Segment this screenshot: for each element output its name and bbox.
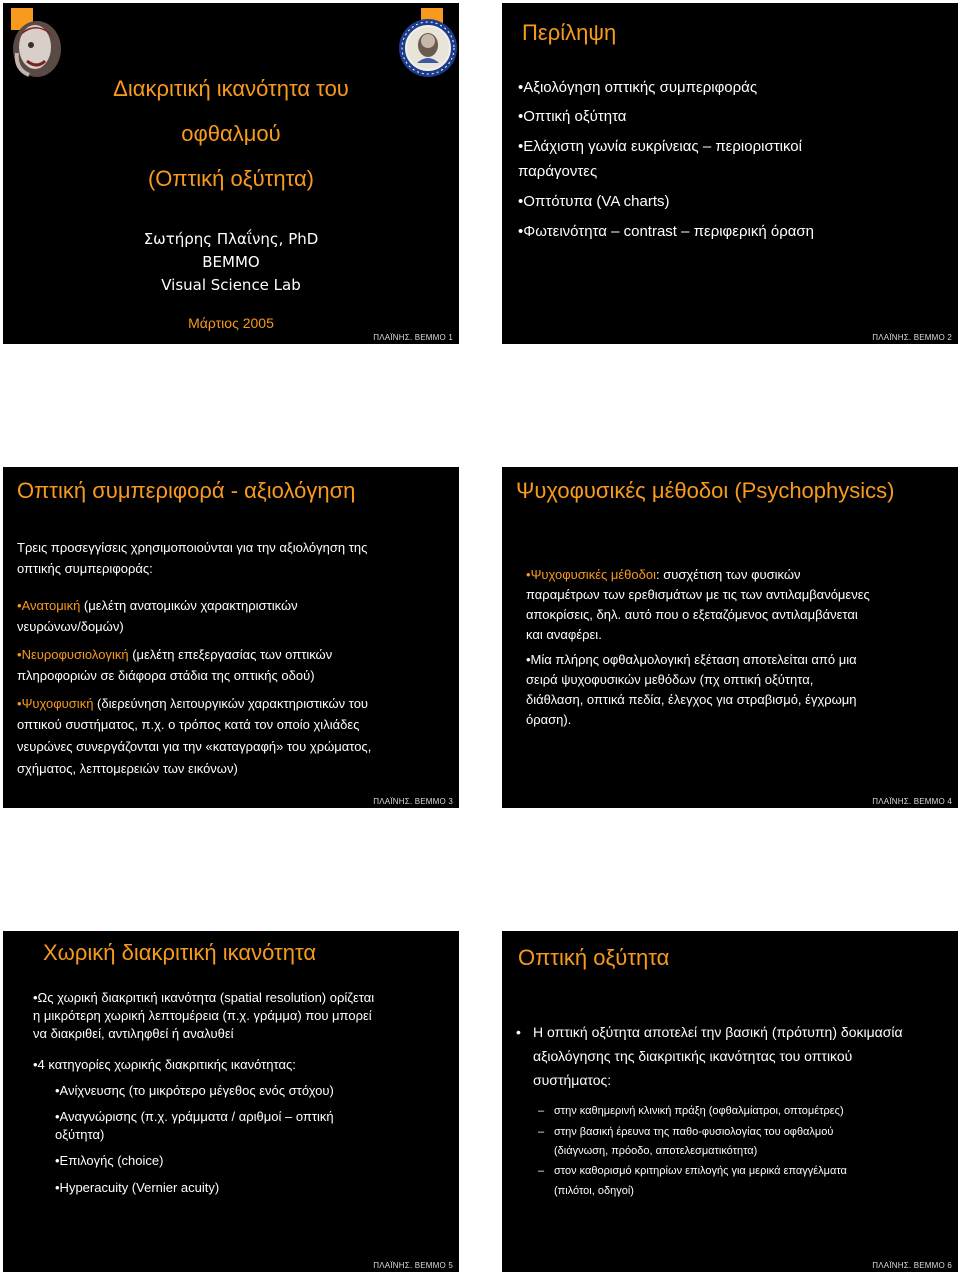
slide5-sub-2-l2: οξύτητα) bbox=[55, 1127, 105, 1142]
slide5-title: Χωρική διακριτική ικανότητα bbox=[43, 940, 317, 965]
slide2-item-3-cont: παράγοντες bbox=[518, 163, 598, 180]
slide4-b2-l4: όραση). bbox=[526, 712, 572, 727]
slide5-b1-l1: •Ως χωρική διακριτική ικανότητα (spatial resolution) ορίζεται bbox=[33, 990, 375, 1005]
slide3-neuro-desc: (μελέτη επεξεργασίας των οπτικών bbox=[128, 647, 333, 662]
slide5-sub-2-l1: •Αναγνώρισης (π.χ. γράμματα / αριθμοί – οπτική bbox=[55, 1109, 334, 1124]
slide2-item-4: •Οπτότυπα (VA charts) bbox=[518, 193, 670, 210]
slide6-bullet: • bbox=[516, 1024, 521, 1040]
slide3-psycho-term: •Ψυχοφυσική bbox=[17, 696, 94, 711]
slide2-item-5: •Φωτεινότητα – contrast – περιφερική όραση bbox=[518, 223, 814, 240]
slide3-footer: ΠΛΑΪΝΗΣ. ΒΕΜΜΟ 3 bbox=[373, 797, 453, 806]
slide4-b2-l2: σειρά ψυχοφυσικών μεθόδων (πχ οπτική οξύτητα, bbox=[526, 672, 814, 687]
slide3-anatomy-term: •Ανατομική bbox=[17, 598, 81, 613]
slide5-footer: ΠΛΑΪΝΗΣ. ΒΕΜΜΟ 5 bbox=[373, 1261, 453, 1270]
slide3-intro-l1: Τρεις προσεγγίσεις χρησιμοποιούνται για την αξιολόγηση της bbox=[17, 540, 368, 555]
slide5-sub-4: •Hyperacuity (Vernier acuity) bbox=[55, 1180, 220, 1195]
slide4-b1-l4: και αναφέρει. bbox=[526, 627, 602, 642]
slide4-b1-l3: αποκρίσεις, δηλ. αυτό που ο εξεταζόμενος αντιλαμβάνεται bbox=[526, 607, 858, 622]
slide-2 bbox=[502, 3, 958, 344]
slide6-dash-3: – bbox=[538, 1165, 545, 1177]
slide3-psycho-l2: οπτικού συστήματος, π.χ. ο τρόπος κατά τον οποίο χιλιάδες bbox=[17, 717, 360, 732]
slide-3 bbox=[3, 467, 459, 808]
slide3-anatomy-desc: (μελέτη ανατομικών χαρακτηριστικών bbox=[80, 598, 298, 613]
slide3-neuro-l2: πληροφοριών σε διάφορα στάδια της οπτικής οδού) bbox=[17, 668, 315, 683]
slide5-sub-3: •Επιλογής (choice) bbox=[55, 1153, 164, 1168]
slide4-b1-l1 bbox=[526, 565, 801, 585]
slide3-title: Οπτική συμπεριφορά - αξιολόγηση bbox=[17, 478, 356, 503]
slide5-sub-1: •Ανίχνευσης (το μικρότερο μέγεθος ενός στόχου) bbox=[55, 1083, 334, 1098]
slide-6 bbox=[502, 931, 958, 1272]
slide4-term: •Ψυχοφυσικές μέθοδοι bbox=[526, 567, 656, 582]
slide3-anatomy-l1 bbox=[17, 596, 298, 616]
slide3-psycho-l4: σχήματος, λεπτομερειών των εικόνων) bbox=[17, 761, 238, 776]
slide6-b-l2: αξιολόγησης της διακριτικής ικανότητας του οπτικού bbox=[533, 1048, 853, 1064]
slide6-d1: στην καθημερινή κλινική πράξη (οφθαλμίατροι, οπτομέτρες) bbox=[554, 1105, 844, 1117]
slide1-author: Σωτήρης Πλαΐνης, PhD bbox=[143, 230, 319, 248]
slide6-b-l1: Η οπτική οξύτητα αποτελεί την βασική (πρότυπη) δοκιμασία bbox=[533, 1024, 903, 1040]
slide6-dash-2: – bbox=[538, 1126, 545, 1138]
university-seal-icon bbox=[397, 17, 459, 84]
slide2-title: Περίληψη bbox=[522, 20, 617, 45]
slide2-item-2: •Οπτική οξύτητα bbox=[518, 108, 627, 125]
slide5-b2: •4 κατηγορίες χωρικής διακριτικής ικανότητας: bbox=[33, 1057, 296, 1072]
slide6-title: Οπτική οξύτητα bbox=[518, 945, 670, 970]
slide4-b2-l1: •Μία πλήρης οφθαλμολογική εξέταση αποτελείται από μια bbox=[526, 652, 857, 667]
slide6-d2-l1: στην βασική έρευνα της παθο-φυσιολογίας του οφθαλμού bbox=[554, 1126, 834, 1138]
slide4-b1-l2: παραμέτρων των ερεθισμάτων με τις των αντιλαμβανόμενες bbox=[526, 587, 870, 602]
slide3-neuro-term: •Νευροφυσιολογική bbox=[17, 647, 129, 662]
slide6-d3-l2: (πιλότοι, οδηγοί) bbox=[554, 1185, 634, 1197]
slide2-footer: ΠΛΑΪΝΗΣ. ΒΕΜΜΟ 2 bbox=[872, 333, 952, 342]
slide2-item-3: •Ελάχιστη γωνία ευκρίνειας – περιοριστικοί bbox=[518, 138, 802, 155]
slide1-lab: Visual Science Lab bbox=[161, 276, 301, 294]
slide1-title-line3: (Οπτική οξύτητα) bbox=[147, 166, 314, 191]
slide4-title: Ψυχοφυσικές μέθοδοι (Psychophysics) bbox=[516, 478, 895, 503]
slide1-title-line1: Διακριτική ικανότητα του bbox=[113, 76, 349, 101]
slide5-b1-l3: να διακριθεί, αντιληφθεί ή αναλυθεί bbox=[33, 1026, 234, 1041]
slide6-footer: ΠΛΑΪΝΗΣ. ΒΕΜΜΟ 6 bbox=[872, 1261, 952, 1270]
slide6-d2-l2: (διάγνωση, πρόοδο, αποτελεσματικότητα) bbox=[554, 1145, 758, 1157]
slide4-b2-l3: διάθλαση, οπτικά πεδία, έλεγχος για στραβισμό, έγχρωμη bbox=[526, 692, 857, 707]
slide3-neuro-l1 bbox=[17, 645, 332, 665]
slide3-anatomy-l2: νευρώνων/δομών) bbox=[17, 619, 124, 634]
slide4-b1-desc: : συσχέτιση των φυσικών bbox=[655, 567, 801, 582]
slide-4 bbox=[502, 467, 958, 808]
slide6-d3-l1: στον καθορισμό κριτηρίων επιλογής για μερικά επαγγέλματα bbox=[554, 1165, 847, 1177]
slide6-b-l3: συστήματος: bbox=[533, 1072, 612, 1088]
slide1-footer: ΠΛΑΪΝΗΣ. ΒΕΜΜΟ 1 bbox=[373, 333, 453, 342]
slide5-b1-l2: η μικρότερη χωρική λεπτομέρεια (π.χ. γράμμα) που μπορεί bbox=[33, 1008, 372, 1023]
slide-5 bbox=[3, 931, 459, 1272]
slide-1 bbox=[3, 3, 459, 344]
slide3-psycho-desc: (διερεύνηση λειτουργικών χαρακτηριστικών του bbox=[93, 696, 369, 711]
slide2-item-1: •Αξιολόγηση οπτικής συμπεριφοράς bbox=[518, 79, 758, 96]
slide3-psycho-l1 bbox=[17, 694, 368, 714]
slide6-dash-1: – bbox=[538, 1105, 545, 1117]
slide3-intro-l2: οπτικής συμπεριφοράς: bbox=[17, 561, 153, 576]
portrait-logo bbox=[9, 17, 65, 84]
slide4-footer: ΠΛΑΪΝΗΣ. ΒΕΜΜΟ 4 bbox=[872, 797, 952, 806]
slide3-psycho-l3: νευρώνες συνεργάζονται για την «καταγραφή» του χρώματος, bbox=[17, 739, 372, 754]
slide1-org: ΒΕΜΜΟ bbox=[202, 253, 260, 271]
slide1-title-line2: οφθαλμού bbox=[181, 121, 281, 146]
slide1-date: Μάρτιος 2005 bbox=[188, 315, 274, 331]
